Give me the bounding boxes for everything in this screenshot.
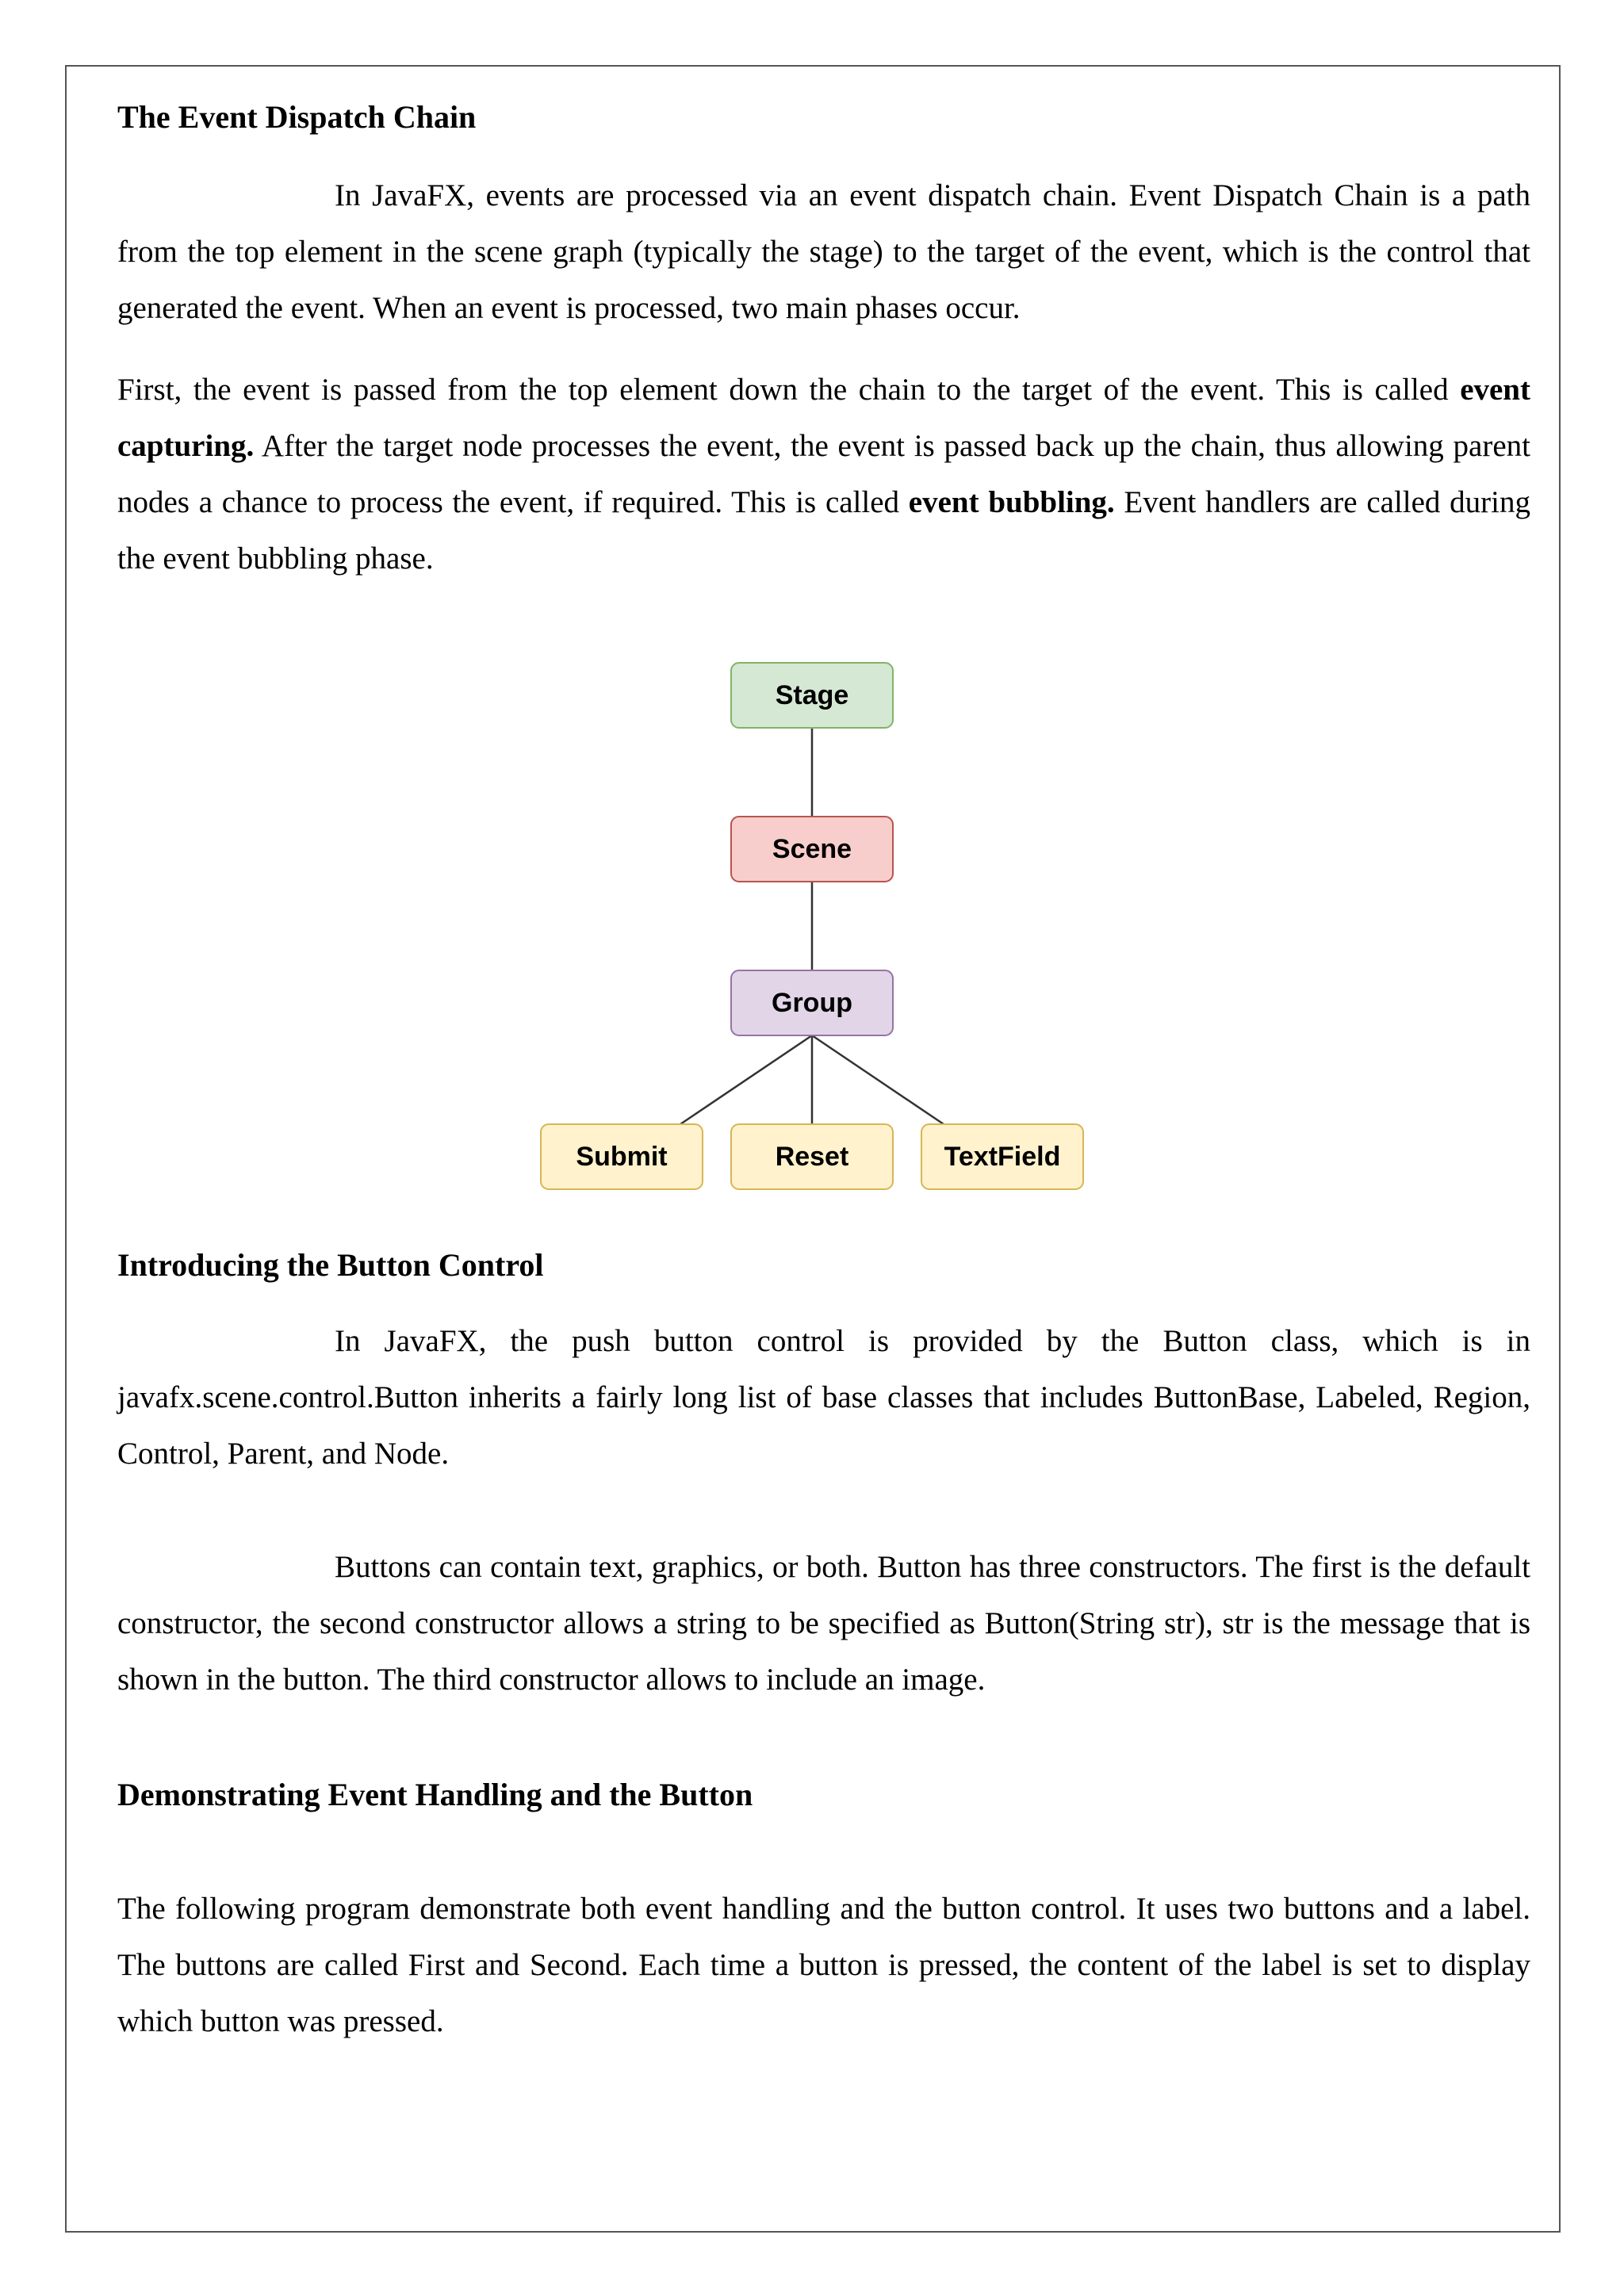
node-submit bbox=[541, 1124, 703, 1189]
node-textfield-label: TextField bbox=[944, 1142, 1061, 1172]
term-event-bubbling: event bubbling. bbox=[908, 485, 1115, 519]
text-run: After the target node processes the event, the event is passed back up the chain, thus allowing parent nodes a chance to process the event, if required. This is called bbox=[117, 429, 1530, 519]
text-run: Event handlers are called during the event bubbling phase. bbox=[117, 485, 1530, 576]
section-title-demonstrating-event-handling: Demonstrating Event Handling and the Button bbox=[117, 1777, 753, 1812]
paragraph-program-description: The following program demonstrate both event handling and the button control. It uses two buttons and a label. The buttons are called First and Second. Each time a button is pressed, the content of the label is set to display which button was pressed. bbox=[117, 1892, 1530, 2038]
node-scene bbox=[731, 817, 893, 882]
node-submit-label: Submit bbox=[576, 1142, 668, 1172]
paragraph-button-class: In JavaFX, the push button control is provided by the Button class, which is in javafx.scene.control.Button inherits a fairly long list of base classes that includes ButtonBase, Labeled, Region, Control, Parent, and Node. bbox=[117, 1324, 1530, 1471]
section-title-event-dispatch-chain: The Event Dispatch Chain bbox=[117, 99, 477, 135]
node-stage-label: Stage bbox=[775, 680, 849, 710]
node-group-label: Group bbox=[772, 988, 852, 1018]
node-scene-label: Scene bbox=[772, 834, 852, 864]
term-event-capturing: event capturing. bbox=[117, 373, 1530, 463]
node-stage bbox=[731, 663, 893, 728]
node-textfield bbox=[921, 1124, 1083, 1189]
node-group bbox=[731, 970, 893, 1035]
text-run: First, the event is passed from the top element down the chain to the target of the event. This is called bbox=[117, 373, 1461, 407]
connector-group-submit bbox=[678, 1035, 812, 1126]
paragraph-button-constructors: Buttons can contain text, graphics, or both. Button has three constructors. The first is the default constructor, the second constructor allows a string to be specified as Button(String str), str is the message that is shown in the button. The third constructor allows to include an image. bbox=[117, 1550, 1530, 1697]
connector-group-textfield bbox=[812, 1035, 946, 1126]
paragraph-dispatch-chain-intro: In JavaFX, events are processed via an event dispatch chain. Event Dispatch Chain is a path from the top element in the scene graph (typically the stage) to the target of the event, which is the control that generated the event. When an event is processed, two main phases occur. bbox=[117, 178, 1530, 325]
node-reset bbox=[731, 1124, 893, 1189]
section-title-button-control: Introducing the Button Control bbox=[117, 1247, 544, 1283]
connector-lines bbox=[678, 728, 946, 1126]
node-reset-label: Reset bbox=[775, 1142, 849, 1172]
